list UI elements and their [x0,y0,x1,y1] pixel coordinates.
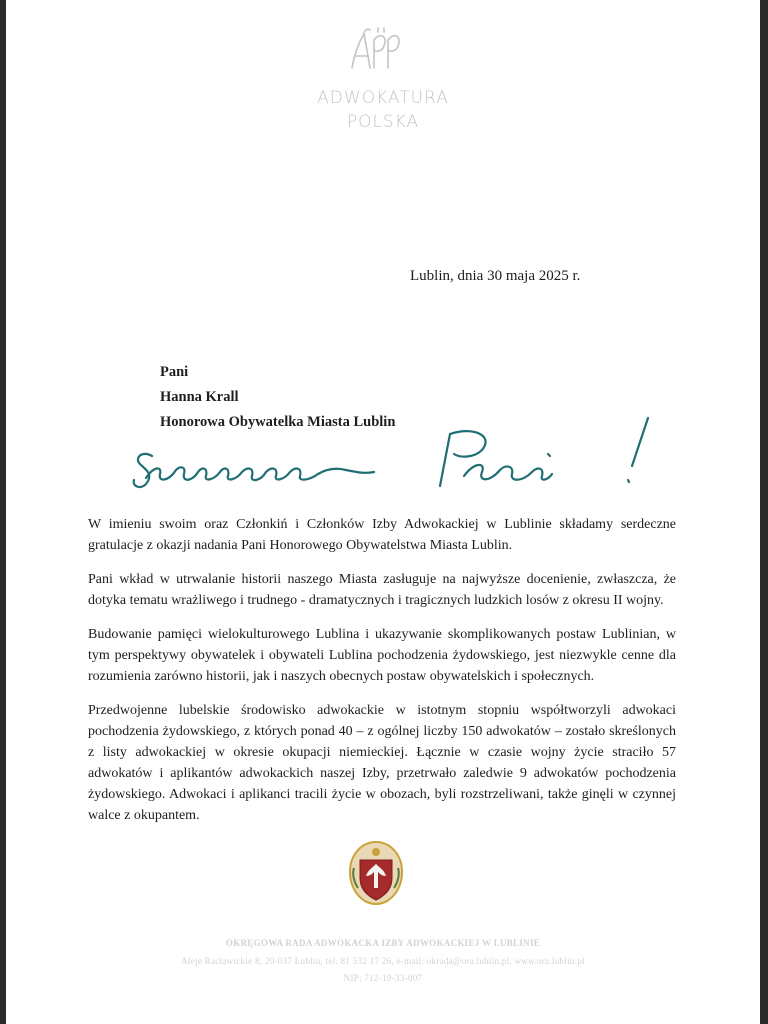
letterhead-title-line2: POLSKA [346,112,420,132]
bar-association-seal-icon [346,838,406,908]
letter-date: Lublin, dnia 30 maja 2025 r. [410,268,581,284]
body-paragraph-4: Przedwojenne lubelskie środowisko adwokackie w istotnym stopniu współtworzyli adwokaci pochodzenia żydowskiego, z których ponad 40 – z ogólnej liczby 150 adwokatów – zostało skreślonych z listy adwokackiej w okresie okupacji niemieckiej. Łącznie w czasie wojny życie straciło 57 adwokatów i aplikantów adwokackich naszej Izby, przetrwało zaledwie 9 adwokatów pochodzenia żydowskiego. Adwokaci i aplikanci tracili życie w obozach, byli rozstrzeliwani, także ginęli w czynnej walce z okupantem. [88,703,676,823]
adwokatura-logo-icon [344,26,404,74]
body-paragraph-2: Pani wkład w utrwalanie historii naszego Miasta zasługuje na najwyższe docenienie, zwłaszcza, że dotyka tematu wrażliwego i trudnego - dramatycznych i tragicznych ludzkich losów z okresu II wojny. [88,572,676,608]
addressee-name: Hanna Krall [160,389,239,405]
handwritten-salutation [124,410,664,500]
letterhead-title-line1: ADWOKATURA [317,88,449,108]
footer-address: Aleje Racławickie 8, 20-037 Lublin, tel. 81 532 17 26, e-mail: okrada@ora.lublin.pl, www.ora.lublin.pl [181,956,585,966]
footer-tax-id: NIP: 712-19-33-007 [343,973,423,983]
body-paragraph-1: W imieniu swoim oraz Członkiń i Członków Izby Adwokackiej w Lublinie składamy serdeczne gratulacje z okazji nadania Pani Honorowego Obywatelstwa Miasta Lublin. [88,517,676,553]
addressee-salutation: Pani [160,364,189,380]
addressee-title: Honorowa Obywatelka Miasta Lublin [160,414,396,430]
letter-page [6,0,760,1024]
footer-organization: OKRĘGOWA RADA ADWOKACKA IZBY ADWOKACKIEJ W LUBLINIE [225,938,541,948]
body-paragraph-3: Budowanie pamięci wielokulturowego Lublina i ukazywanie skomplikowanych postaw Lublinian, w tym perspektywy obywatelek i obywateli Lublina pochodzenia żydowskiego, jest niezwykle cenne dla rozumienia zarówno historii, jak i naszych obecnych postaw obywatelskich i społecznych. [88,627,676,684]
letter-body [88,514,676,839]
